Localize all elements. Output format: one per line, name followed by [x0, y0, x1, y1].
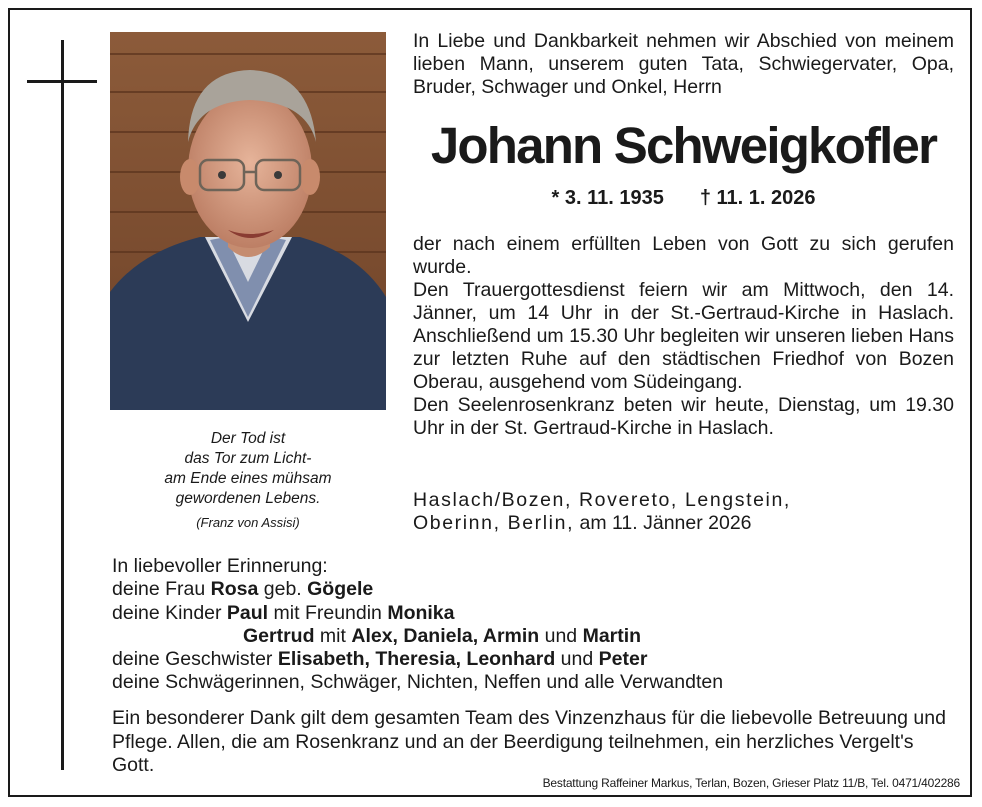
funeral-home-footer: Bestattung Raffeiner Markus, Terlan, Bozen, Grieser Platz 11/B, Tel. 0471/402286 — [542, 776, 960, 790]
places-line: Oberinn, Berlin, am 11. Jänner 2026 — [413, 512, 752, 534]
places-date — [413, 489, 954, 535]
mourner-line: deine Frau Rosa geb. Gögele — [112, 578, 374, 601]
birth-date: * 3. 11. 1935 — [551, 187, 664, 209]
thanks-text: Ein besonderer Dank gilt dem gesamten Team des Vinzenzhaus für die liebevolle Betreuung und Pflege. Allen, die am Rosenkranz und an der Beerdigung teilnehmen, ein herzliches Vergelt's Gott. — [112, 707, 946, 776]
mourners-header: In liebevoller Erinnerung: — [112, 555, 328, 577]
quote-line: am Ende eines mühsam — [164, 470, 332, 487]
places-line: Haslach/Bozen, Rovereto, Lengstein, — [413, 489, 791, 511]
paragraph: Den Seelenrosenkranz beten wir heute, Dienstag, um 19.30 Uhr in der St. Gertraud-Kirche in Haslach. — [413, 394, 954, 439]
quote-line: das Tor zum Licht- — [184, 450, 312, 467]
quote-line: gewordenen Lebens. — [175, 490, 321, 507]
paragraph: der nach einem erfüllten Leben von Gott zu sich gerufen wurde. — [413, 233, 954, 278]
life-dates — [413, 187, 954, 210]
mourner-line: deine Geschwister Elisabeth, Theresia, Leonhard und Peter — [112, 648, 648, 671]
portrait-photo — [110, 32, 386, 410]
mourner-line: deine Kinder Paul mit Freundin Monika — [112, 601, 455, 624]
paragraph: Den Trauergottesdienst feiern wir am Mittwoch, den 14. Jänner, um 14 Uhr in der St.-Gertraud-Kirche in Haslach. Anschließend um 15.30 Uhr begleiten wir unseren lieben Hans zur letzten Ruhe auf den städtischen Friedhof von Bozen Oberau, ausgehend vom Südeingang. — [413, 279, 954, 393]
mourner-line: Gertrud mit Alex, Daniela, Armin und Martin — [243, 624, 642, 647]
service-details — [413, 233, 954, 440]
death-date: † 11. 1. 2026 — [699, 187, 816, 209]
quote-block — [110, 429, 386, 533]
deceased-name: Johann Schweigkofler — [430, 117, 937, 174]
intro-text: In Liebe und Dankbarkeit nehmen wir Abschied von meinem lieben Mann, unserem guten Tata, Schwiegervater, Opa, Bruder, Schwager und Onkel, Herrn — [413, 30, 954, 98]
mourner-line: deine Schwägerinnen, Schwäger, Nichten, Neffen und alle Verwandten — [112, 671, 724, 694]
quote-author: (Franz von Assisi) — [196, 515, 300, 530]
quote-line: Der Tod ist — [210, 430, 286, 447]
mourners-list — [112, 555, 962, 695]
